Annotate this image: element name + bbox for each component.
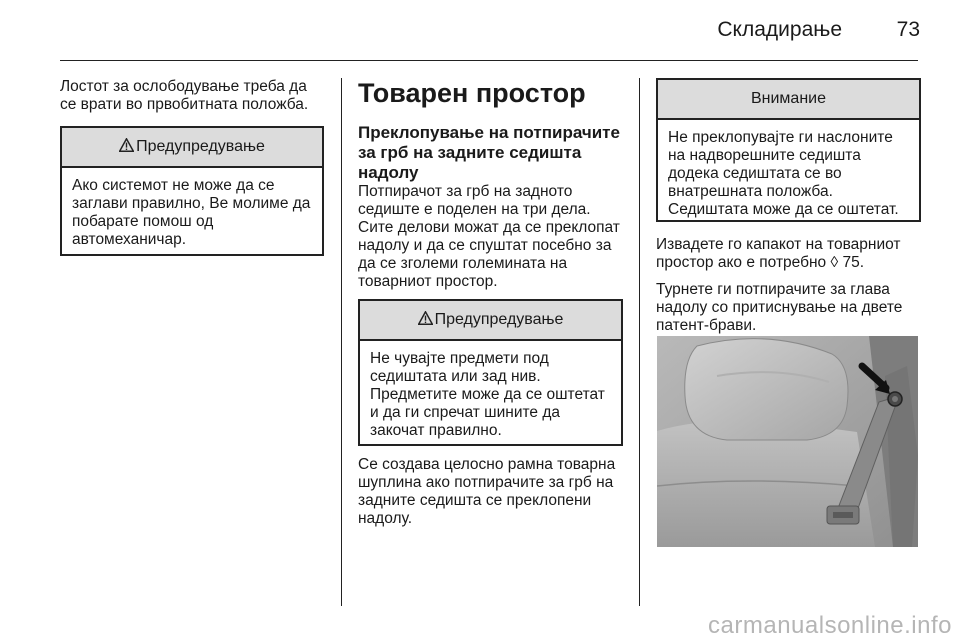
warning-title: Предупредување [136,138,265,155]
paragraph-cover-text: Извадете го капакот на товарниот простор ако е потребно [656,236,901,271]
page-ref-number: 75. [838,254,865,271]
section-title: Товарен простор [358,78,586,108]
paragraph-cover [656,236,921,272]
warning-text: Ако системот не може да се заглави правилно, Ве молиме да побарате помош од автомеханичар. [72,177,311,248]
notice-text: Не преклопувајте ги наслоните на надворешните седишта додека седиштата се во внатрешната положба. Седиштата може да се оштетат. [668,129,899,218]
warning-box-2 [358,299,623,446]
warning-triangle-icon [418,311,433,325]
warning-triangle-icon [119,138,134,152]
notice-box-header [658,80,919,120]
warning-text: Не чувајте предмети под седиштата или зад нив. Предметите може да се оштетат и да ги спречат шините да закочат правилно. [370,350,605,439]
paragraph-headrests: Турнете ги потпирачите за глава надолу со притиснување на двете патент-брави. [656,281,903,334]
paragraph-seat-split: Потпирачот за грб на задното седиште е поделен на три дела. Сите делови можат да се преклопат надолу и да се спуштат посебно за да се зголеми големината на товарниот простор. [358,183,620,290]
column-divider-2 [639,78,640,606]
paragraph-flat-floor: Се создава целосно рамна товарна шуплина ако потпирачите за грб на задните седишта се преклопени надолу. [358,456,616,527]
column-1 [60,78,324,256]
header-title: Складирање [717,18,842,41]
watermark: carmanualsonline.info [708,612,952,639]
headrest-illustration [657,336,918,547]
page-ref-icon: ◊ [830,254,839,271]
intro-paragraph: Лостот за ослободување треба да се врати во првобитната положба. [60,78,309,113]
notice-title: Внимание [750,90,826,107]
column-divider-1 [341,78,342,606]
header-rule [60,60,918,61]
warning-box-header [62,128,322,168]
warning-box-header [360,301,621,341]
column-3 [656,78,921,335]
warning-title: Предупредување [434,311,564,328]
subsection-title: Преклопување на потпирачите за грб на задните седишта надолу [358,123,620,182]
rear-seat-headrest-image [657,336,918,547]
warning-box-1 [60,126,324,256]
page-header [0,0,960,62]
notice-box [656,78,921,222]
page-number: 73 [896,18,920,41]
column-2 [358,78,623,528]
